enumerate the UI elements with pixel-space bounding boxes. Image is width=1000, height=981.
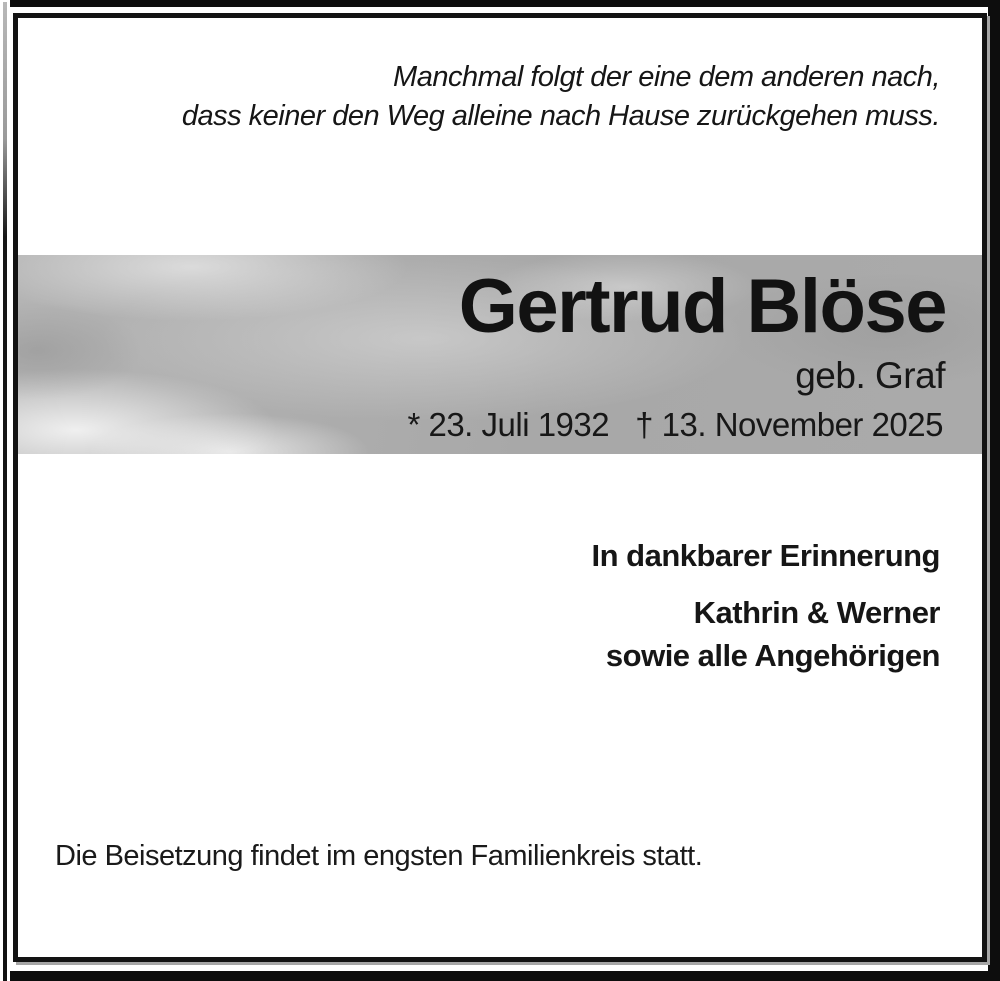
epigraph-line-2: dass keiner den Weg alleine nach Hause zurückgehen muss.: [181, 100, 940, 132]
adjacent-notice-top-rule: [10, 0, 1000, 7]
adjacent-notice-right-rule: [988, 0, 1000, 981]
death-date: † 13. November 2025: [635, 406, 943, 443]
adjacent-notice-bottom-rule: [10, 971, 1000, 981]
remembrance-heading: In dankbarer Erinnerung: [591, 538, 940, 573]
obituary-notice-frame: [13, 13, 987, 962]
deceased-name: Gertrud Blöse: [458, 264, 946, 349]
remembrance-block: [591, 538, 940, 677]
epigraph-line-1: Manchmal folgt der eine dem anderen nach,: [393, 61, 940, 93]
mourners-relatives: sowie alle Angehörigen: [605, 638, 940, 673]
funeral-note: Die Beisetzung findet im engsten Familienkreis statt.: [55, 840, 703, 872]
newspaper-column-rule: [3, 2, 7, 981]
birth-date: * 23. Juli 1932: [407, 406, 610, 443]
life-dates: [407, 406, 943, 444]
mourners-names: Kathrin & Werner: [693, 595, 940, 630]
sky-clouds-banner: [18, 255, 982, 454]
epigraph: [182, 58, 940, 136]
maiden-name: geb. Graf: [795, 355, 945, 396]
